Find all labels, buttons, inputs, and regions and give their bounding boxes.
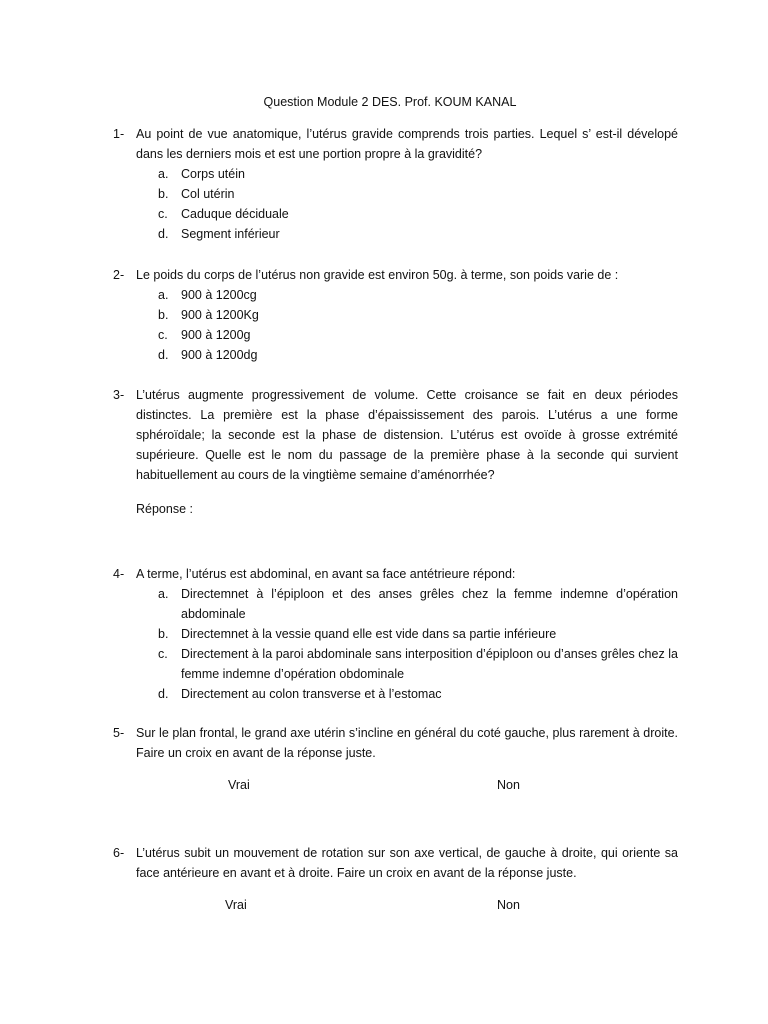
question-6 [113,843,678,883]
option-letter: d. [158,348,169,362]
option-text: Col utérin [181,187,235,201]
option-a [113,584,678,624]
option-letter: a. [158,288,169,302]
option-text: 900 à 1200dg [181,348,258,362]
option-list [113,164,678,244]
true-option-5[interactable]: Vrai [228,778,250,792]
option-letter: c. [158,647,168,661]
question-number: 6- [113,846,125,860]
option-c [113,325,678,345]
question-text: A terme, l’utérus est abdominal, en avant sa face antétrieure répond: [136,567,516,581]
option-b [113,184,678,204]
option-text: Corps utéin [181,167,245,181]
option-letter: b. [158,187,169,201]
option-text: 900 à 1200g [181,328,251,342]
option-text: Directement à la paroi abdominale sans interposition d’épiploon ou d’anses grêles chez la femme indemne d’opération obdominale [181,647,678,681]
question-text: L’utérus subit un mouvement de rotation sur son axe vertical, de gauche à droite, qui oriente sa face antérieure en avant et à droite. Faire un croix en avant de la réponse juste. [136,846,678,880]
question-2 [113,265,678,365]
option-c [113,204,678,224]
option-c [113,644,678,684]
document-title: Question Module 2 DES. Prof. KOUM KANAL [263,95,517,109]
option-list [113,285,678,365]
question-number: 1- [113,127,125,141]
option-letter: a. [158,587,169,601]
option-text: Directement au colon transverse et à l’estomac [181,687,442,701]
option-text: Directemnet à la vessie quand elle est vide dans sa partie inférieure [181,627,557,641]
question-number: 5- [113,726,125,740]
answer-label: Réponse : [136,502,193,516]
true-option-6[interactable]: Vrai [225,898,247,912]
question-number: 4- [113,567,125,581]
question-4 [113,564,678,704]
question-text: L’utérus augmente progressivement de volume. Cette croisance se fait en deux périodes distinctes. La première est la phase d’épaississement des parois. L’utérus a une forme sphéroïdale; la seconde est la phase de distension. L’utérus est ovoïde à grosse extrémité supérieure. Quelle est le nom du passage de la première phase à la seconde qui survient habituellement au cours de la vingtième semaine d’aménorrhée? [136,388,678,482]
question-number: 2- [113,268,125,282]
option-letter: c. [158,328,168,342]
option-letter: a. [158,167,169,181]
question-1 [113,124,678,244]
option-a [113,285,678,305]
question-5 [113,723,678,763]
option-d [113,684,678,704]
question-number: 3- [113,388,125,402]
option-letter: b. [158,627,169,641]
option-d [113,345,678,365]
option-letter: d. [158,227,169,241]
option-text: Caduque déciduale [181,207,289,221]
option-letter: b. [158,308,169,322]
question-text: Le poids du corps de l’utérus non gravide est environ 50g. à terme, son poids varie de : [136,268,619,282]
false-option-5[interactable]: Non [497,778,520,792]
question-3 [113,385,678,519]
option-a [113,164,678,184]
option-text: Segment inférieur [181,227,280,241]
option-b [113,305,678,325]
false-option-6[interactable]: Non [497,898,520,912]
option-letter: c. [158,207,168,221]
question-text: Sur le plan frontal, le grand axe utérin s’incline en général du coté gauche, plus rarement à droite. Faire un croix en avant de la réponse juste. [136,726,678,760]
option-letter: d. [158,687,169,701]
option-text: 900 à 1200cg [181,288,257,302]
option-text: 900 à 1200Kg [181,308,259,322]
option-d [113,224,678,244]
option-list [113,584,678,704]
option-b [113,624,678,644]
option-text: Directemnet à l’épiploon et des anses grêles chez la femme indemne d’opération abdominale [181,587,678,621]
question-text: Au point de vue anatomique, l’utérus gravide comprends trois parties. Lequel s’ est-il dévelopé dans les derniers mois et est une portion propre à la gravidité? [136,127,678,161]
